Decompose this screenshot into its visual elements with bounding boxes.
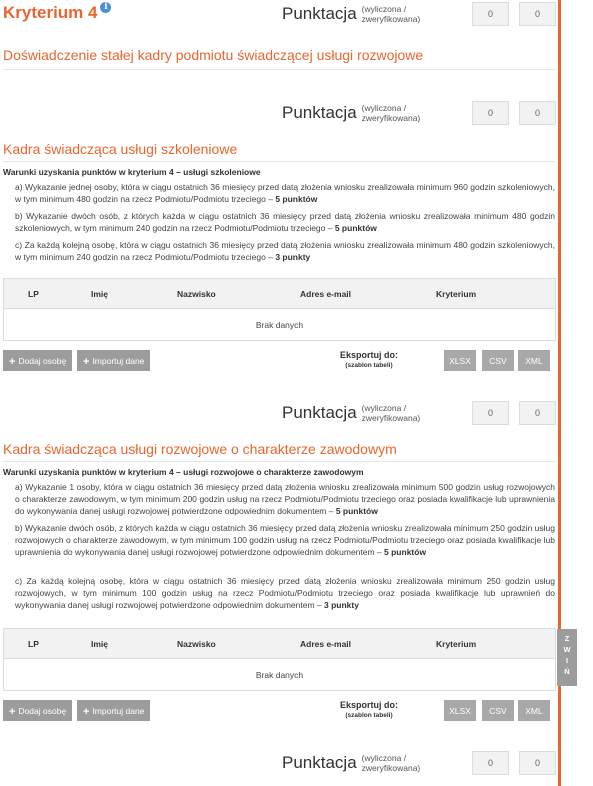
export-label: Eksportuj do: (szablon tabeli) [340,700,398,719]
score-calculated-field[interactable]: 0 [472,101,509,125]
export-xml-button[interactable]: XML [518,350,550,371]
export-csv-button[interactable]: CSV [482,700,514,721]
conditions-heading: Warunki uzyskania punktów w kryterium 4 – usługi szkoleniowe [3,167,261,177]
column-header-first-name[interactable]: Imię [91,289,109,299]
score-row-bottom [282,751,556,775]
table-header [4,629,555,659]
staff-table-vocational [3,628,556,691]
score-sublabel: (wyliczona / zweryfikowana) [361,4,421,24]
score-calculated-field[interactable]: 0 [472,751,509,775]
export-xlsx-button[interactable]: XLSX [444,350,476,371]
score-sublabel: (wyliczona / zweryfikowana) [361,403,421,423]
section-divider [3,69,555,70]
score-verified-field[interactable]: 0 [519,2,556,26]
criterion-title: Kryterium 4 [3,3,98,22]
column-header-first-name[interactable]: Imię [91,639,109,649]
column-header-lp[interactable]: LP [28,289,39,299]
score-label: Punktacja [282,103,357,122]
export-xlsx-button[interactable]: XLSX [444,700,476,721]
table-header [4,279,555,309]
column-header-criterion[interactable]: Kryterium [436,289,477,299]
score-verified-field[interactable]: 0 [519,751,556,775]
staff-table-training [3,278,556,341]
score-label: Punktacja [282,753,357,772]
score-sublabel: (wyliczona / zweryfikowana) [361,753,421,773]
export-label: Eksportuj do: (szablon tabeli) [340,350,398,369]
column-header-last-name[interactable]: Nazwisko [177,289,216,299]
score-row-vocational [282,401,556,425]
plus-icon: + [9,355,16,368]
add-person-button[interactable]: + Dodaj osobę [3,700,72,721]
condition-item: b) Wykazanie dwóch osób, z których każda w ciągu ostatnich 36 miesięcy przed datą złożenia wniosku zrealizowała minimum 480 godzin szkoleniowych, w tym minimum 240 godzin na rzecz Podmiotu/Podmiotu trzeciego – 5 punktów [15,211,555,233]
score-calculated-field[interactable]: 0 [472,2,509,26]
score-sublabel: (wyliczona / zweryfikowana) [361,103,421,123]
condition-item: a) Wykazanie 1 osoby, która w ciągu ostatnich 36 miesięcy przed datą złożenia wniosku zrealizowała minimum 500 godzin usług rozwojowych o charakterze zawodowym, w tym minimum 200 godzin usług na rzecz Podmiotu/Podmiotu trzeciego oraz posiada kwalifikacje lub uprawnienia do wykonywania danej usługi rozwojowej potwierdzone odpowiednim dokumentem – 5 punktów [15,482,555,516]
score-label: Punktacja [282,403,357,422]
export-xml-button[interactable]: XML [518,700,550,721]
criterion-header [3,0,111,26]
section-title-main: Doświadczenie stałej kadry podmiotu świadczącej usługi rozwojowe [3,47,424,63]
score-calculated-field[interactable]: 0 [472,401,509,425]
column-header-criterion[interactable]: Kryterium [436,639,477,649]
column-header-email[interactable]: Adres e-mail [300,289,352,299]
collapse-side-tab[interactable]: Z W I Ń [557,629,577,686]
condition-item: c) Za każdą kolejną osobę, która w ciągu ostatnich 36 miesięcy przed datą złożenia wniosku zrealizowała minimum 250 godzin usług rozwojowych, w tym minimum 100 godzin usług na rzecz Podmiotu/Podmiotu trzeciego oraz posiada kwalifikacje lub uprawnień do wykonywania danej usługi rozwojowej potwierdzone odpowiednim dokumentem – 3 punkty [15,576,555,610]
condition-item: c) Za każdą kolejną osobę, która w ciągu ostatnich 36 miesięcy przed datą złożenia wniosku zrealizowała minimum 480 godzin szkoleniowych, w tym minimum 240 godzin na rzecz Podmiotu/Podmiotu trzeciego – 3 punkty [15,240,555,262]
section-divider [3,461,555,462]
table-empty-message: Brak danych [255,669,304,680]
conditions-heading: Warunki uzyskania punktów w kryterium 4 – usługi rozwojowe o charakterze zawodowym [3,467,364,477]
export-csv-button[interactable]: CSV [482,350,514,371]
score-verified-field[interactable]: 0 [519,101,556,125]
condition-item: b) Wykazanie dwóch osób, z których każda w ciągu ostatnich 36 miesięcy przed datą złożenia wniosku zrealizowała minimum 250 godzin usług rozwojowych o charakterze zawodowym, w tym minimum 100 godzin usług na rzecz Podmiotu/Podmiotu trzeciego oraz posiada kwalifikacje lub uprawnienia do wykonywania danej usługi rozwojowej potwierdzone odpowiednim dokumentem – 5 punktów [15,523,555,557]
score-row-training [282,101,556,125]
add-person-button[interactable]: + Dodaj osobę [3,350,72,371]
import-data-button[interactable]: + Importuj dane [77,700,150,721]
plus-icon: + [83,705,90,718]
score-row-main [282,2,556,26]
score-label: Punktacja [282,4,357,23]
column-header-last-name[interactable]: Nazwisko [177,639,216,649]
table-empty-message: Brak danych [255,319,304,330]
score-verified-field[interactable]: 0 [519,401,556,425]
plus-icon: + [9,705,16,718]
column-header-email[interactable]: Adres e-mail [300,639,352,649]
info-icon[interactable]: i [100,2,111,13]
section-title-vocational: Kadra świadcząca usługi rozwojowe o charakterze zawodowym [3,441,397,457]
column-header-lp[interactable]: LP [28,639,39,649]
import-data-button[interactable]: + Importuj dane [77,350,150,371]
section-divider [3,161,555,162]
section-title-training: Kadra świadcząca usługi szkoleniowe [3,141,238,157]
plus-icon: + [83,355,90,368]
condition-item: a) Wykazanie jednej osoby, która w ciągu ostatnich 36 miesięcy przed datą złożenia wniosku zrealizowała minimum 960 godzin szkoleniowych, w tym minimum 480 godzin na rzecz Podmiotu/Podmiotu trzeciego – 5 punktów [15,182,555,204]
